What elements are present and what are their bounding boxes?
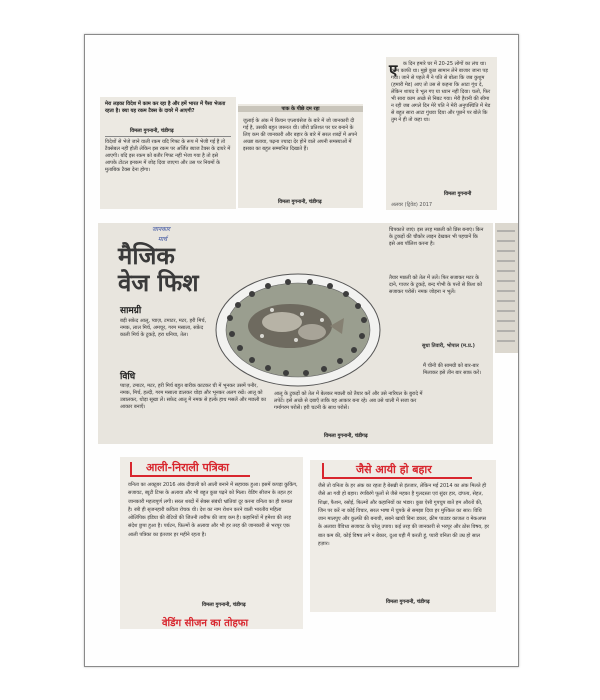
fish-dish-photo (212, 270, 384, 390)
clip-headline: मेरा लड़का विदेश में काम कर रहा है और हमें भारत में पैसा भेजता रहता है। क्या यह रकम टैक्स के दायरे में आएगी? (105, 101, 226, 114)
method-text: प्याज़, टमाटर, मटर, हरी मिर्च बहुत बारीक काटकर घी में भूनकर उसमें पनीर, नमक, मिर्च, हल्दी, गरम मसाला डालकर थोड़ा और भूनकर अलग रखें। आलू को उबालकर, थोड़ा सूखा लें। सफ़ेद आलू में नमक से हल्के हाथ मसलें और मछली का आकार बनाएँ। (120, 383, 267, 410)
ingredients-label: सामग्री (120, 306, 142, 316)
clip-byline: विमला गुगनानी (444, 191, 472, 197)
right-column-top: चिपकाते जाएं। इस तरह मछली को प्रिंस बनाएं। किन के टुकड़ों की चौकोर लाइन देखकर भी पहचानें कि इसे अब पॉलिश करना है। (389, 227, 484, 247)
red-side-line (322, 463, 324, 477)
clip-byline: विमला गुगनानी, चंडीगढ़ (278, 199, 322, 205)
recipe-credit: सुधा तिवारी, भोपाल (म.प्र.) (422, 343, 475, 349)
red-side-line (130, 462, 132, 476)
source-line: अलवर (ट्रिवेड) 2017 (391, 202, 433, 208)
clip-lunch-story (386, 57, 497, 210)
method-label: विधि (120, 372, 136, 382)
torn-edge-strip (495, 223, 518, 353)
red-underline (322, 477, 472, 479)
clip-headline: पाक के पीछे दम रहा (238, 106, 363, 112)
clip-body: जैसे तो वनिता के हर अंक का रहता है बेसब्री से इंतजार, लेकिन मई 2014 का अंक मिलते ही जैसे आ गयी हो बहार। रंगबिरंगे फूलों से जैसे महका है गुलदस्ता एवं सुंदर हार, दांपत्य, सेहत, शिक्षा, फैशन, रसोई, फिल्मों और कहानियों का भंडार। कुछ ऐसी गुपचुप बातें हम औरतों की, जिन पर करें ना कोई विचार, सरल भाषा में चुपके से समझा दिया हर मुश्किल का सार। विधि जान मालपुए और कुल्फी की बनायी, सबने खायी बिना डकार, क्रीम पाउडर काजल व मेकअप्स के अलावा वैविध्य सजावट के घरेलू उपाय। कई तरह की जानकारी से भरपूर और ठोस विषय, हर बात कम की, कोई विषय लगे न बेकार, दुआ यही मैं करती हूं, प्यारी वनिता की उम्र हो साल हज़ार। (318, 483, 490, 548)
recipe-title-line1: मैजिक (118, 241, 175, 270)
clip-magic-veg-fish (98, 223, 493, 444)
clip-byline: विमला गुगनानी, चंडीगढ़ (202, 602, 246, 608)
right-column-mid: तैयार मछली को तेल में तलें। फिर सजाकर मटर के दाने, गाजर के टुकड़े, बन्द गोभी के पत्तों से फ़िश को सजाकर परोसें। नमक जोड़ना न भूलें। (389, 275, 483, 295)
clip-byline: विमला गुगनानी, चंडीगढ़ (130, 128, 174, 134)
clip-body: जुलाई के अंक में किचन एप्लायंसेज के बारे में जो जानकारी दी गई है, उसकी बहुत जरूरत थी। जीरो प्रतिशत पर घर बनाने के लिए कम की जानकारी और बहार के बारे में सरल शब्दों में अपने अच्छा बताया, पढ़ना ज्यादा देर होने वाले अपनी समस्याओं में इसका का बहुत सम्मानित दिखाते हैं। (243, 118, 358, 152)
clip-letter-kitchen (238, 104, 363, 208)
clip-body: वनिता का अक्टूबर 2016 अंक दीवाली को आली बनाने में सहायक हुआ। इसमें कपड़ा कुकिंग, सजावट, ब्यूटी टिप्स के अलावा और भी बहुत कुछ पढ़ने को मिला। वेडिंग सीजन के तहत हर जानकारी महत्वपूर्ण लगी। सरल शब्दों में सेक्स संबंधी भ्रांतियां दूर करना वनिता का ही कमाल है। स्त्री ही सृजनहारी कविता रोचक थी। देश का नाम रोशन करने वाली भारतीय महिला ओलिंपिक इंडिया की बेटियों की जितनी तारीफ की जाए कम है। कहानियों में हमेशा की तरह संदेश छुपा हुआ है। पर्यटन, फ़िल्मों के अलावा और भी हर तरह की जानकारी से भरपूर एक आली पत्रिका का इंतजार हर महीने रहता है। (128, 482, 298, 538)
clip-byline: विमला गुगनानी, चंडीगढ़ (324, 433, 368, 439)
scan-page (84, 34, 519, 667)
clip-headline: जैसे आयी हो बहार (356, 463, 432, 476)
side-note: मैं चीनी की सामग्री को बार-बार मिलाकर इसे तीन बार साफ़ करें। (423, 363, 482, 376)
recipe-title-line2: वेज फिश (118, 268, 199, 297)
clip-body: क दिन हमारे घर में 20-25 लोगों का लंच था। काम काफी था। मुझे कुछ सामान लेने बाजार जाना पड़ गया। जाने से पहले मैं ने पति से बोला कि जब कुशुम (हमारी मेड) आए तो उस से कहना कि आटा गूंथ दे, लेकिन शायद वे भूल गए या ध्यान नहीं दिया। चलो, फिर भी सारा काम अच्छे से निबट गया। मेरी हैरानी की सीमा न रही जब अगले दिन मेरे पति ने मेरी अनुपस्थिति में मेड से बहुत सारा आटा गुंधवा दिया और पूछने पर बोले कि तुम ने ही तो कहा था। (391, 61, 491, 123)
handwritten-note-2: मार्च (158, 236, 167, 243)
red-underline (130, 475, 250, 477)
clip-headline: आली-निराली पत्रिका (146, 461, 230, 474)
ingredients-text: बड़ी सफ़ेद आलू, प्याज़, टमाटर, मटर, हरी मिर्च, नमक, लाल मिर्च, अमचूर, गरम मसाला, सफ़ेद काली मिर्च के टुकड़े, हरा धनिया, तेल। (120, 318, 207, 338)
clip-jaise-aayi-ho-bahar (310, 460, 496, 612)
clip-tax-question (100, 97, 236, 209)
clip-alli-nirali-patrika (120, 457, 303, 629)
bottom-text: आलू के टुकड़ों को तेल में बेलकर मछली को तैयार करें और उसे नारियल के बुरादे में लपेटें। इसे अच्छे से दबाएँ ताकि यह आकार बना रहे। अब उसे थाली में सजा कर गर्मागरम परोसें। हरी चटनी के साथ परोसें। (274, 391, 423, 411)
clip-body: विदेशों से भेजे जाने वाली रकम यदि गिफ्ट के रूप में भेजी गई है तो टैक्सेबल नहीं होती लेकिन इस रकम पर अर्जित ब्याज टैक्स के दायरे में आएगी। यदि इस रकम को बतौर गिफ्ट नहीं भेजा गया है तो इसे आपके टोटल इनकम में जोड़ दिया जाएगा और उस पर नियमों के मुताबिक टैक्स देना होगा। (105, 139, 231, 173)
next-headline: वेडिंग सीजन का तोहफा (162, 618, 249, 629)
divider (105, 136, 231, 137)
handwritten-note: जानकार (152, 226, 170, 233)
drop-cap: ए (389, 61, 398, 79)
clip-byline: विमला गुगनानी, चंडीगढ़ (386, 599, 430, 605)
